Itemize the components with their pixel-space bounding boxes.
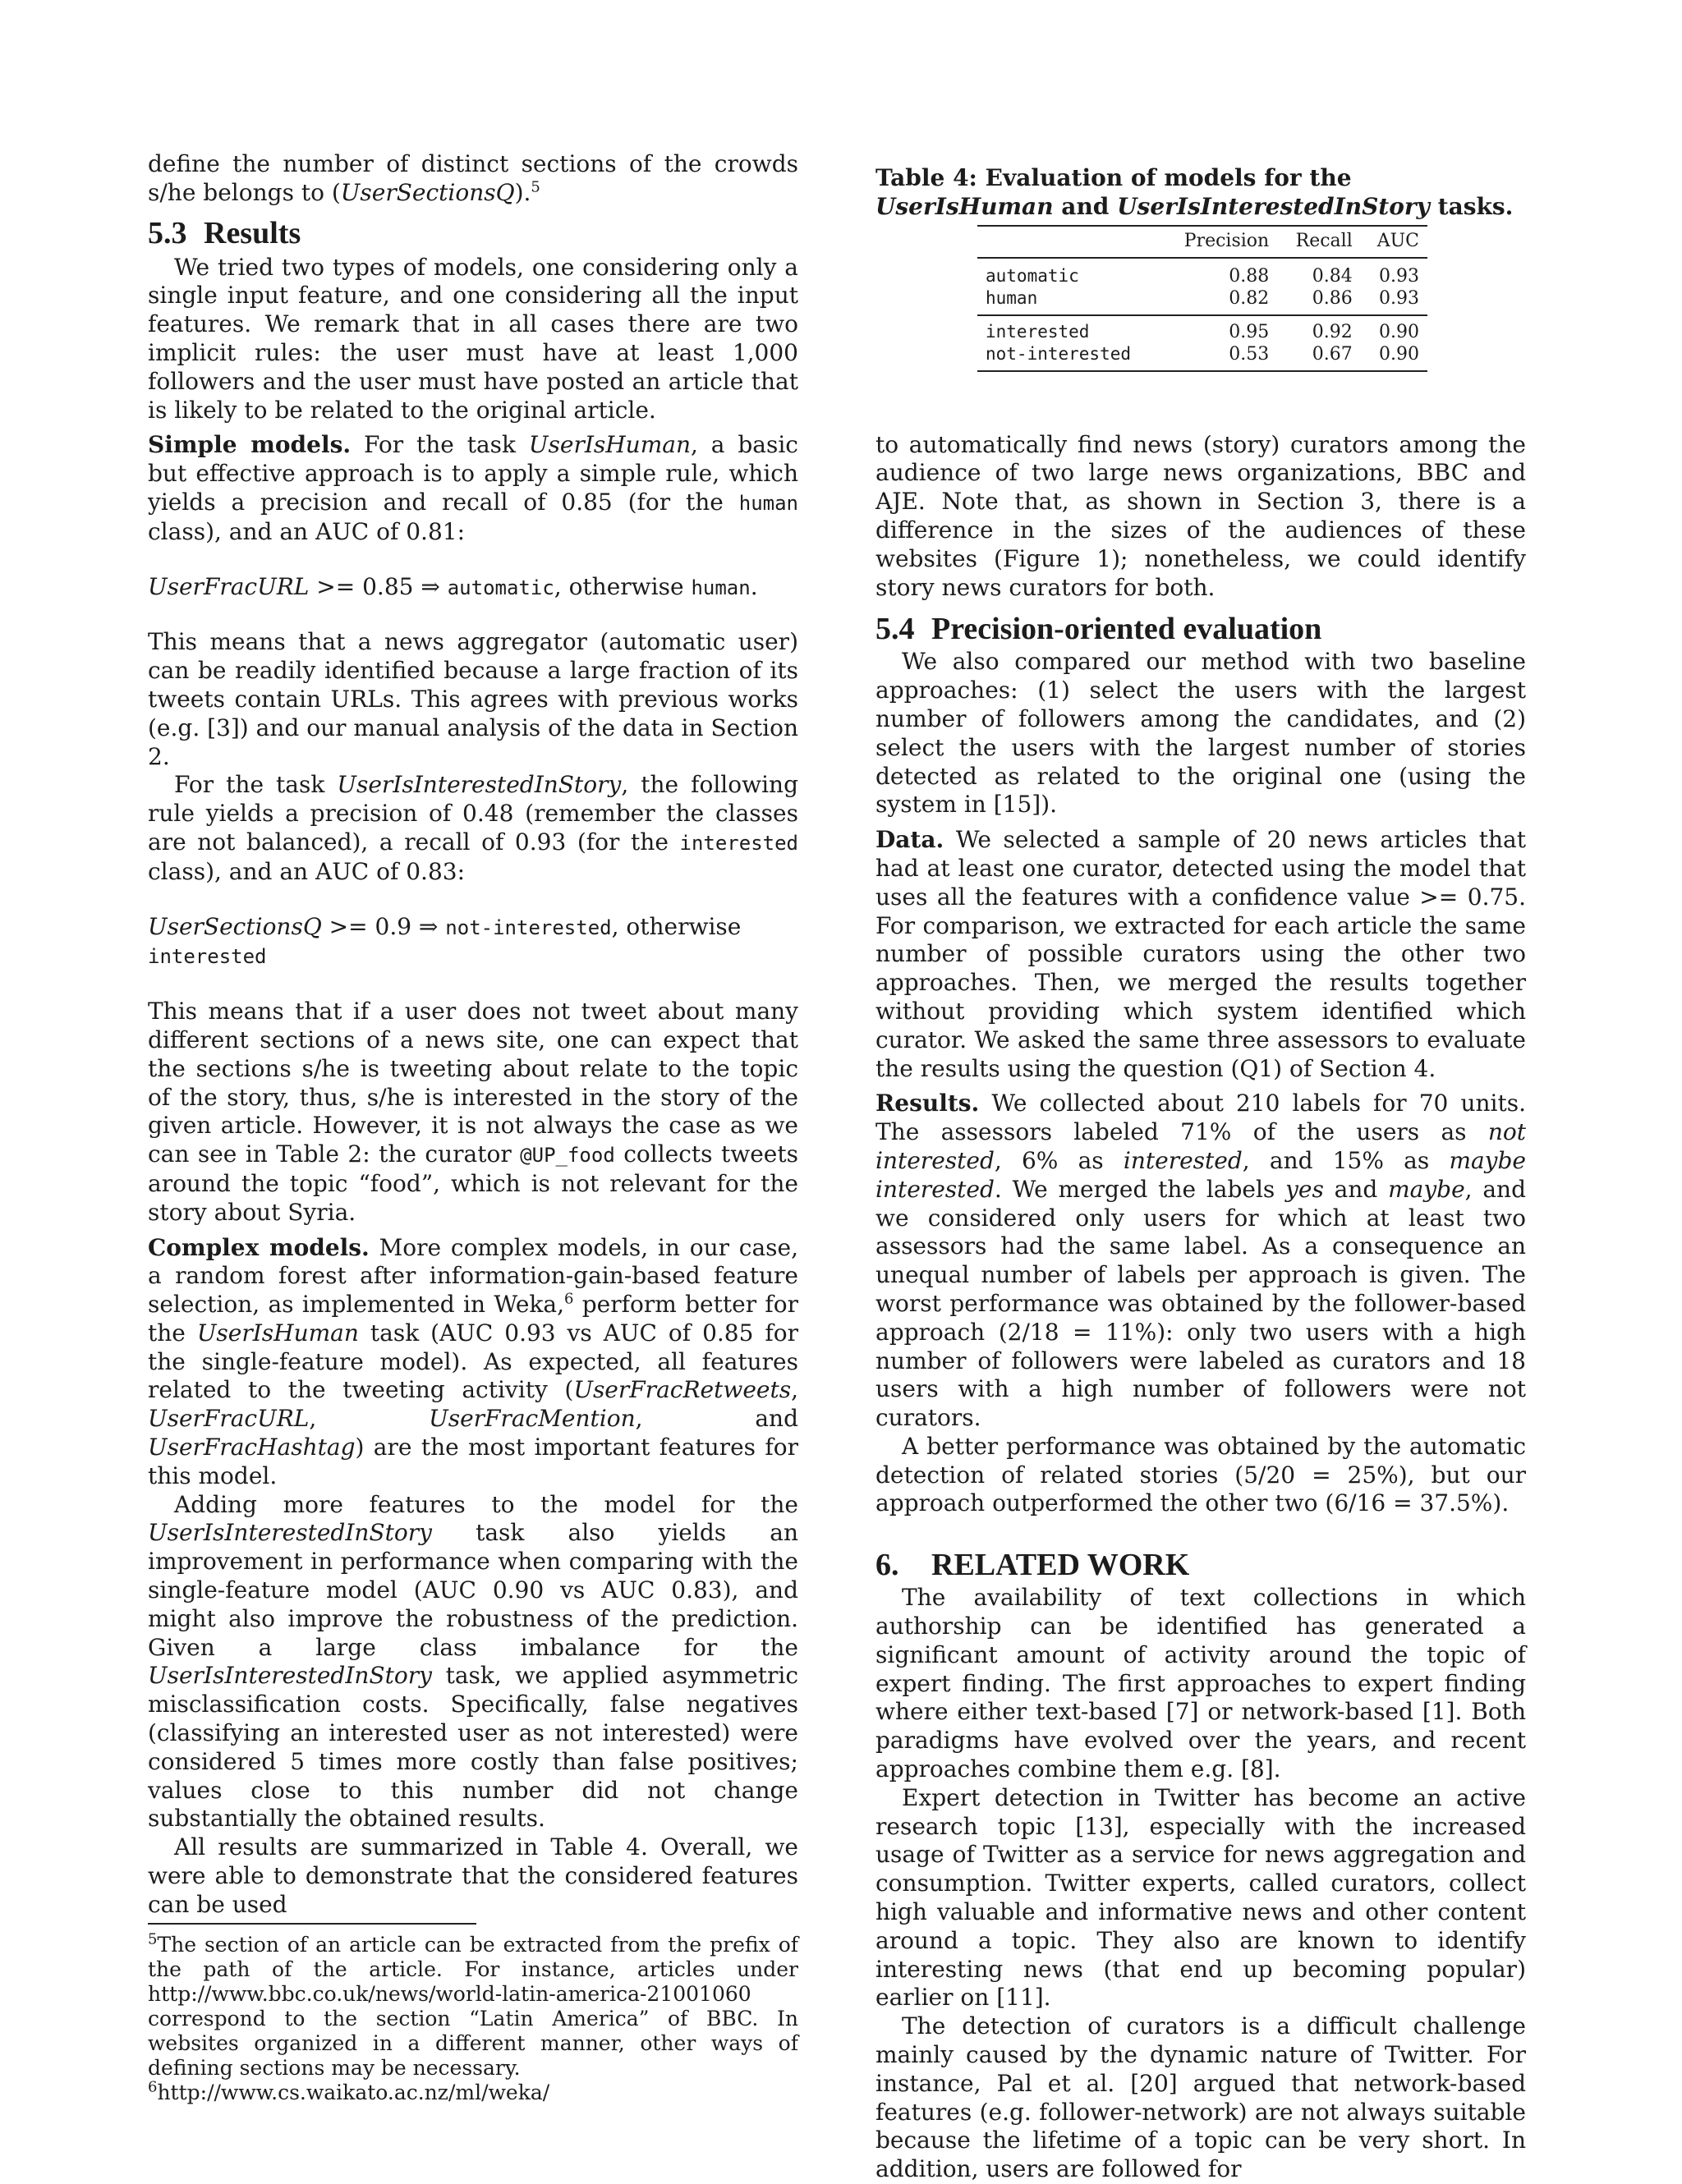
column-header: Recall [1277, 226, 1361, 258]
column-header [977, 226, 1162, 258]
intro-paragraph: define the number of distinct sections of the crowds s/he belongs to (UserSectionsQ).$^5$ [148, 150, 798, 206]
related-work-paragraph-1: The availability of text collections in which authorship can be identified has generated a significant amount of activity around the topic of expert finding. The first approaches to expert finding where either text-based [7] or network-based [1]. Both paradigms have evolved over the years, and recent approaches combine them e.g. [8]. [875, 1584, 1526, 1783]
results-table [977, 225, 1427, 372]
table-header-row [977, 226, 1427, 258]
results-labels-paragraph: Results. We collected about 210 labels for 70 units. The assessors labeled 71% of the users as not interested, 6% as interested, and 15% as maybe interested. We merged the labels yes and maybe, and we considered only users for which at least two assessors had the same label. As a consequence an unequal number of labels per approach is given. The worst performance was obtained by the follower-based approach (2/18 = 11%): only two users with a high number of followers were labeled as curators and 18 users with a high number of followers were not curators. [875, 1090, 1527, 1432]
related-work-paragraph-3: The detection of curators is a difficult challenge mainly caused by the dynamic nature of Twitter. For instance, Pal et al. [20] argued that network-based features (e.g. follower-network) are not always suitable because the lifetime of a topic can be very short. In addition, users are followed for [875, 2012, 1526, 2183]
table-cell: 0.93 [1361, 287, 1427, 315]
table-row [977, 258, 1427, 287]
table-row [977, 287, 1427, 315]
table-cell: 0.86 [1277, 287, 1361, 315]
table-caption: Table 4: Evaluation of models for the UserIsHuman and UserIsInterestedInStory tasks. [875, 164, 1514, 220]
table-cell: 0.95 [1229, 321, 1270, 342]
simple-models-paragraph: Simple models. For the task UserIsHuman, a basic but effective approach is to apply a simple rule, which yields a precision and recall of 0.85 (for the human class), and an AUC of 0.81: [148, 431, 798, 545]
footnote-divider [148, 1923, 476, 1925]
table-row [977, 343, 1427, 371]
table-cell: 0.90 [1361, 343, 1427, 371]
footnote-6: $^6$http://www.cs.waikato.ac.nz/ml/weka/ [148, 2078, 550, 2104]
weka-link[interactable]: http://www.cs.waikato.ac.nz/ml/weka/ [157, 2080, 550, 2104]
footnote-5: $^5$The section of an article can be extracted from the prefix of the path of the article. For instance, articles under http://www.bbc.co.uk/news/world-latin-america-21001060 correspond to the section “Latin America” of BBC. In websites organized in a different manner, other ways of defining sections may be necessary. [148, 1930, 798, 2080]
sections-paragraph: This means that if a user does not tweet about many different sections of a news site, one can expect that the sections s/he is tweeting about relate to the topic of the story, thus, s/he is interested in the story of the given article. However, it is not always the case as we can see in Table 2: the curator @UP_food collects tweets around the topic “food”, which is not relevant for the story about Syria. [148, 998, 798, 1226]
table-cell: 0.90 [1379, 321, 1419, 342]
footnote-ref-6[interactable]: 6 [563, 1290, 574, 1308]
related-work-paragraph-2: Expert detection in Twitter has become an active research topic [13], especially with the increased usage of Twitter as a service for news aggregation and consumption. Twitter experts, called curators, collect high valuable and informative news and other content around a topic. They also are known to identify interesting news (that end up becoming popular) earlier on [11]. [875, 1783, 1526, 2012]
data-paragraph: Data. We selected a sample of 20 news articles that had at least one curator, detected using the model that uses all the features with a confidence value >= 0.75. For comparison, we extracted for each article the same number of possible curators using the other two approaches. Then, we merged the results together without providing which system identified which curator. We asked the same three assessors to evaluate the results using the question (Q1) of Section 4. [875, 826, 1526, 1082]
results-paragraph: We tried two types of models, one considering only a single input feature, and one considering all the input features. We remark that in all cases there are two implicit rules: the user must have at least 1,000 followers and the user must have posted an article that is likely to be related to the original article. [148, 253, 798, 424]
row-label: interested [986, 321, 1090, 342]
better-performance-paragraph: A better performance was obtained by the automatic detection of related stories (5/20 = 25%), but our approach outperformed the other two (6/16 = 37.5%). [875, 1432, 1526, 1517]
task2-paragraph: For the task UserIsInterestedInStory, the following rule yields a precision of 0.48 (remember the classes are not balanced), a recall of 0.93 (for the interested class), and an AUC of 0.83: [148, 771, 798, 885]
table-cell: 0.53 [1162, 343, 1278, 371]
row-label: human [977, 287, 1162, 315]
aggregator-paragraph: This means that a news aggregator (automatic user) can be readily identified because a large fraction of its tweets contain URLs. This agrees with previous works (e.g. [3]) and our manual analysis of the data in Section 2. [148, 628, 798, 770]
rule-formula-1: UserFracURL >= 0.85 ⇒ automatic, otherwise human. [148, 572, 758, 600]
row-label: automatic [986, 265, 1079, 286]
baseline-paragraph: We also compared our method with two baseline approaches: (1) select the users with the largest number of followers among the candidates, and (2) select the users with the largest number of stories detected as related to the original one (using the system in [15]). [875, 648, 1526, 819]
summary-paragraph: All results are summarized in Table 4. Overall, we were able to demonstrate that the considered features can be used [148, 1833, 798, 1918]
row-label: not-interested [977, 343, 1162, 371]
continuation-paragraph: to automatically find news (story) curators among the audience of two large news organizations, BBC and AJE. Note that, as shown in Section 3, there is a difference in the sizes of the audiences of these websites (Figure 1); nonetheless, we could identify story news curators for both. [875, 430, 1526, 601]
table-cell: 0.67 [1277, 343, 1361, 371]
section-heading-6: 6. RELATED WORK [875, 1548, 1190, 1583]
rule-formula-2: UserSectionsQ >= 0.9 ⇒ not-interested, otherwise interested [148, 912, 742, 969]
section-heading-5-3: 5.3 Results [148, 215, 301, 250]
right-column [875, 164, 1526, 2184]
adding-features-paragraph: Adding more features to the model for the UserIsInterestedInStory task also yields an improvement in performance when comparing with the single-feature model (AUC 0.90 vs AUC 0.83), and might also improve the robustness of the prediction. Given a large class imbalance for the UserIsInterestedInStory task, we applied asymmetric misclassification costs. Specifically, false negatives (classifying an interested user as not interested) were considered 5 times more costly than false positives; values close to this number did not change substantially the obtained results. [148, 1490, 798, 1833]
column-header: AUC [1361, 226, 1427, 258]
table-cell: 0.92 [1312, 321, 1353, 342]
section-heading-5-4: 5.4 Precision-oriented evaluation [875, 612, 1322, 647]
footnote-ref-5[interactable]: 5 [531, 178, 540, 196]
left-column [148, 150, 798, 2105]
table-cell: 0.82 [1162, 287, 1278, 315]
table-row [977, 315, 1427, 343]
table-cell: 0.93 [1379, 265, 1419, 287]
column-header: Precision [1162, 226, 1278, 258]
table-cell: 0.88 [1229, 265, 1270, 287]
table-cell: 0.84 [1312, 265, 1353, 287]
complex-models-paragraph: Complex models. More complex models, in our case, a random forest after information-gain-based feature selection, as implemented in Weka,$^6$ perform better for the UserIsHuman task (AUC 0.93 vs AUC of 0.85 for the single-feature model). As expected, all features related to the tweeting activity (UserFracRetweets, UserFracURL, UserFracMention, and UserFracHashtag) are the most important features for this model. [148, 1233, 799, 1489]
